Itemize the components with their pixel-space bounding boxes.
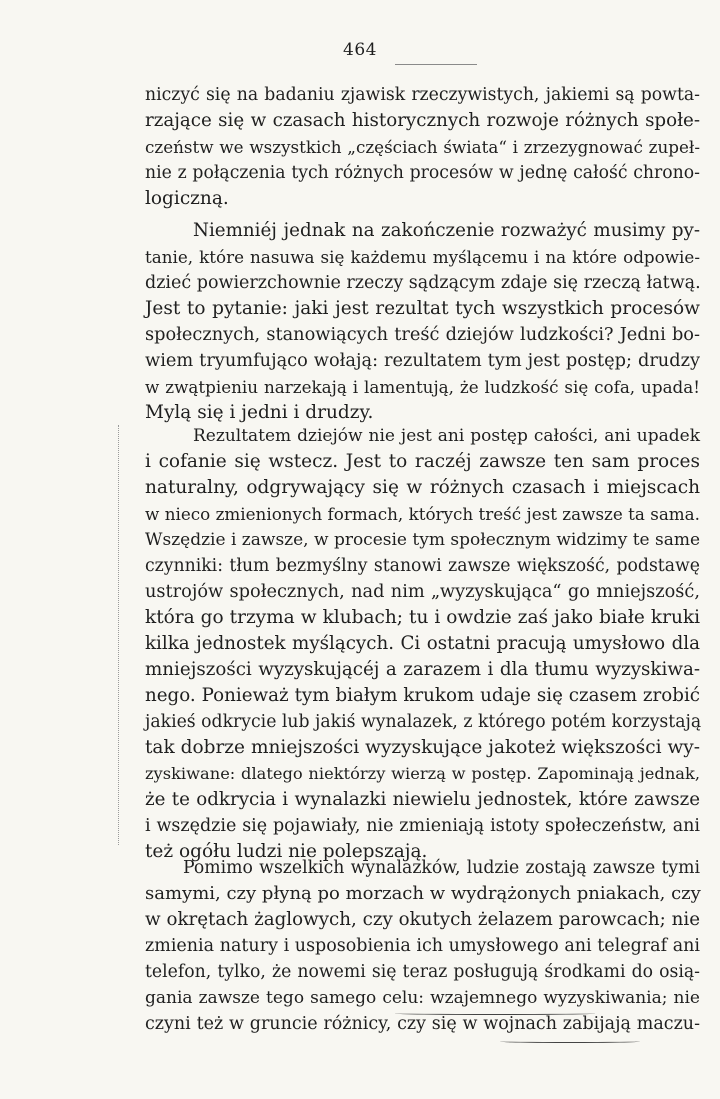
text-line: zmienia natury i usposobienia ich umysłowego ani telegraf ani xyxy=(145,936,700,956)
text-line: Mylą się i jedni i drudzy. xyxy=(145,402,374,423)
text-line: naturalny, odgrywający się w różnych czasach i miejscach xyxy=(145,477,700,498)
text-line: tak dobrze mniejszości wyzyskujące jakoteż większości wy- xyxy=(145,737,700,758)
text-line: samymi, czy płyną po morzach w wydrążonych pniakach, czy xyxy=(145,883,701,904)
text-line: i wszędzie się pojawiały, nie zmieniają istoty społeczeństw, ani xyxy=(145,816,700,836)
text-line: społecznych, stanowiących treść dziejów ludzkości? Jedni bo- xyxy=(145,325,700,345)
paragraph-3 xyxy=(145,423,700,865)
text-line: w zwątpieniu narzekają i lamentują, że ludzkość się cofa, upada! xyxy=(145,377,700,397)
text-line: czynniki: tłum bezmyślny stanowi zawsze większość, podstawę xyxy=(145,556,700,576)
paragraph-2 xyxy=(145,218,700,426)
text-line: dzieć powierzchownie rzeczy sądzącym zdaje się rzeczą łatwą. xyxy=(145,273,701,293)
text-line: w okrętach żaglowych, czy okutych żelazem parowcach; nie xyxy=(145,909,700,930)
header-rule xyxy=(395,64,477,65)
pencil-underline xyxy=(500,1040,640,1043)
text-line: Rezultatem dziejów nie jest ani postęp całości, ani upadek xyxy=(193,426,700,446)
text-line: logiczną. xyxy=(145,188,229,209)
paragraph-4 xyxy=(145,855,700,1037)
text-line: Pomimo wszelkich wynalazków, ludzie zostają zawsze tymi xyxy=(183,858,700,878)
page-number: 464 xyxy=(343,40,377,60)
text-line: która go trzyma w klubach; tu i owdzie zaś jako białe kruki xyxy=(145,607,700,628)
pencil-underline xyxy=(395,1012,595,1015)
paragraph-1 xyxy=(145,82,700,212)
text-line: jakieś odkrycie lub jakiś wynalazek, z którego potém korzystają xyxy=(145,712,702,732)
text-line: Jest to pytanie: jaki jest rezultat tych wszystkich procesów xyxy=(145,298,700,319)
text-line: i cofanie się wstecz. Jest to raczéj zawsze ten sam proces xyxy=(145,451,700,472)
text-line: że te odkrycia i wynalazki niewielu jednostek, które zawsze xyxy=(145,789,700,810)
text-line: czyni też w gruncie różnicy, czy się w wojnach zabijają maczu- xyxy=(145,1014,700,1034)
text-line: czeństw we wszystkich „częściach świata“ i zrzezygnować zupeł- xyxy=(145,137,700,157)
text-line: ustrojów społecznych, nad nim „wyzyskująca“ go mniejszość, xyxy=(145,582,700,602)
text-line: zyskiwane: dlatego niektórzy wierzą w postęp. Zapominają jednak, xyxy=(145,764,700,783)
text-line: Niemniéj jednak na zakończenie rozważyć musimy py- xyxy=(193,220,700,241)
text-line: kilka jednostek myślących. Ci ostatni pracują umysłowo dla xyxy=(145,633,700,654)
pencil-margin-mark xyxy=(118,425,133,845)
text-line: w nieco zmienionych formach, których treść jest zawsze ta sama. xyxy=(145,504,700,524)
text-line: telefon, tylko, że nowemi się teraz posługują środkami do osią- xyxy=(145,962,700,982)
text-line: niczyć się na badaniu zjawisk rzeczywistych, jakiemi są powta- xyxy=(145,85,700,105)
text-line: rzające się w czasach historycznych rozwoje różnych społe- xyxy=(145,110,700,131)
text-line: tanie, które nasuwa się każdemu myślącemu i na które odpowie- xyxy=(145,247,700,267)
text-line: mniejszości wyzyskującéj a zarazem i dla tłumu wyzyskiwa- xyxy=(145,659,700,680)
text-line: nie z połączenia tych różnych procesów w jednę całość chrono- xyxy=(145,163,700,183)
text-line: wiem tryumfująco wołają: rezultatem tym jest postęp; drudzy xyxy=(145,351,700,371)
text-line: Wszędzie i zawsze, w procesie tym społecznym widzimy te same xyxy=(145,530,701,550)
text-line: też ogółu ludzi nie polepszają. xyxy=(145,841,428,862)
text-line: gania zawsze tego samego celu: wzajemnego wyzyskiwania; nie xyxy=(145,988,700,1008)
text-line: nego. Ponieważ tym białym krukom udaje się czasem zrobić xyxy=(145,685,700,706)
